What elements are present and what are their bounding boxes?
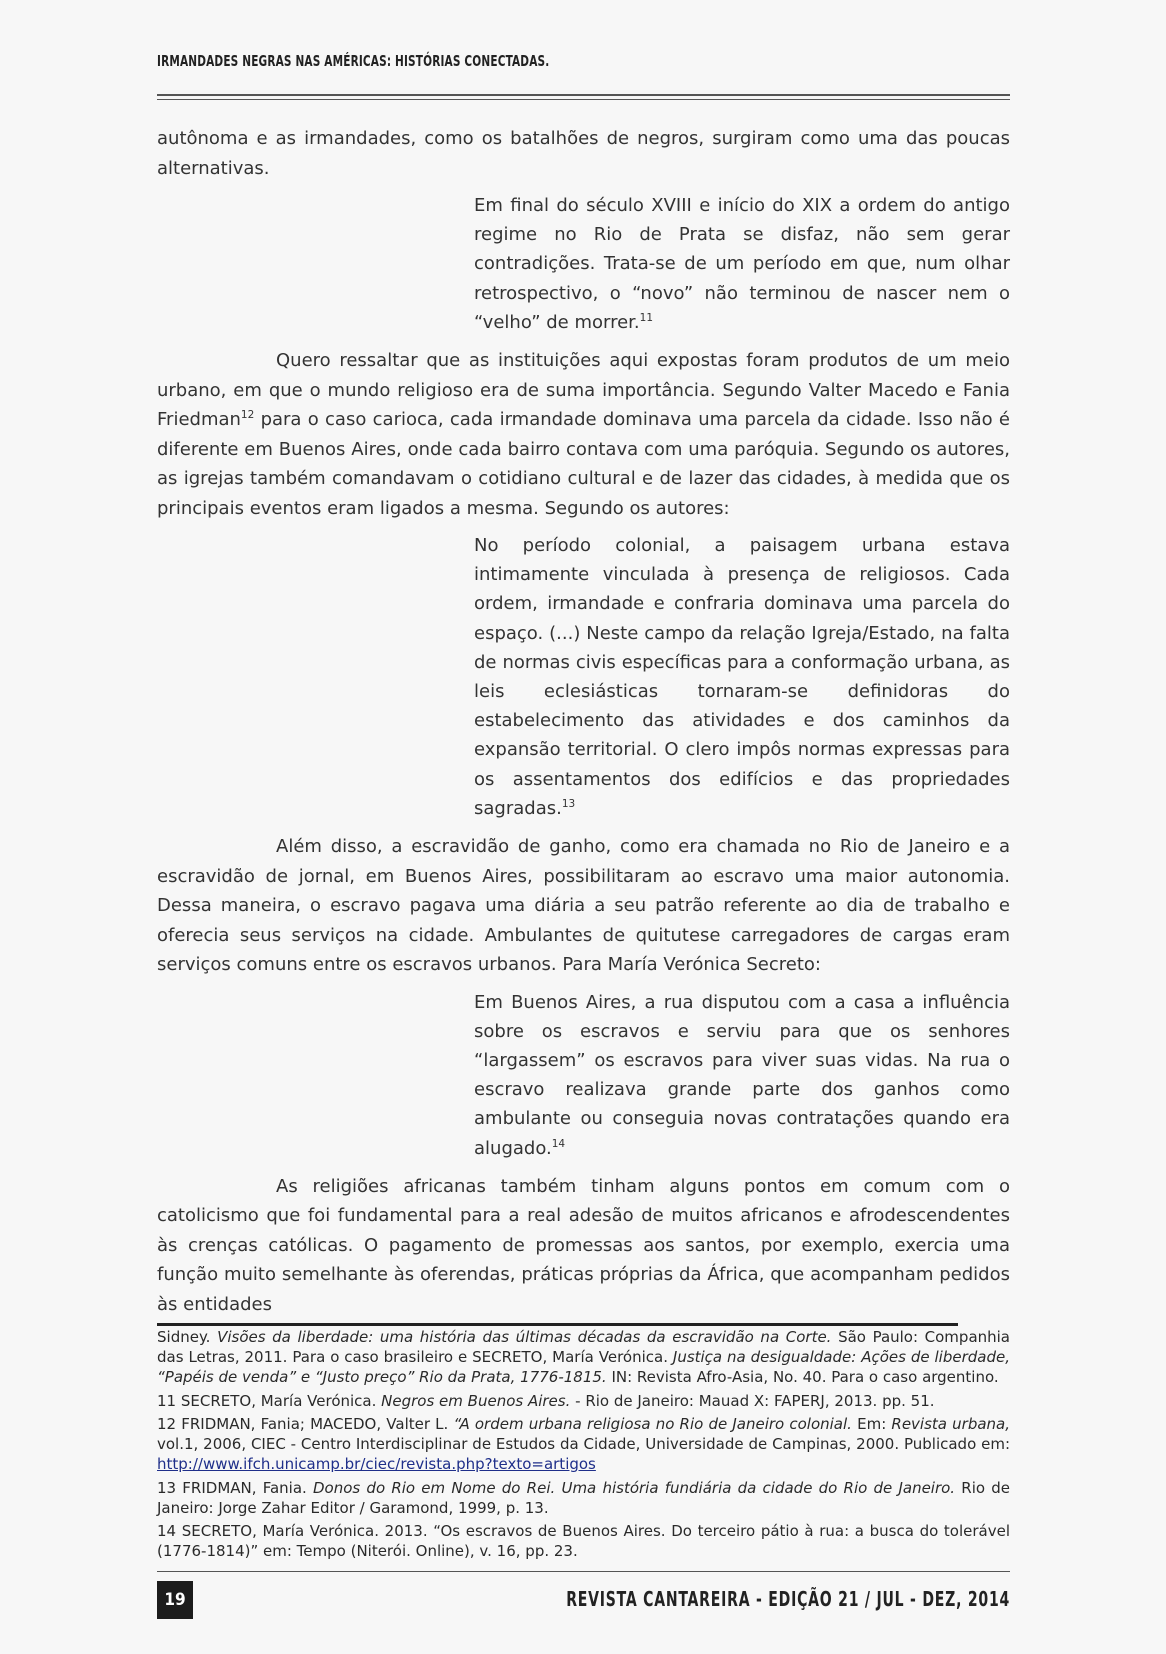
footnote-title: Donos do Rio em Nome do Rei. Uma história fundiária da cidade do Rio de Janeiro.	[313, 1478, 956, 1497]
block-quote	[474, 531, 1010, 823]
footnote-text: - Rio de Janeiro: Mauad X: FAPERJ, 2013. pp. 51.	[570, 1391, 935, 1410]
paragraph: Além disso, a escravidão de ganho, como era chamada no Rio de Janeiro e a escravidão de jornal, em Buenos Aires, possibilitaram ao escravo uma maior autonomia. Dessa maneira, o escravo pagava uma diária a seu patrão referente ao dia de trabalho e oferecia seus serviços na cidade. Ambulantes de quitutese carregadores de cargas eram serviços comuns entre os escravos urbanos. Para María Verónica Secreto:	[157, 836, 1010, 976]
footnote-11	[157, 1391, 1010, 1411]
footnote-title: Justiça na desigualdade: Ações de liberdade, “Papéis de venda” e “Justo preço” Rio da Prata, 1776-1815.	[157, 1348, 1010, 1386]
page-number: 19	[157, 1581, 193, 1619]
footnote-text: 12 FRIDMAN, Fania; MACEDO, Valter L.	[157, 1415, 454, 1433]
footnote-title: Visões da liberdade: uma história das últimas décadas da escravidão na Corte.	[217, 1328, 832, 1346]
footnote-separator	[157, 1323, 958, 1326]
header-rule-thin	[157, 99, 1010, 100]
footnote-link[interactable]: http://www.ifch.unicamp.br/ciec/revista.php?texto=artigos	[157, 1455, 596, 1473]
footnote-text: Rio de Janeiro: Jorge Zahar Editor / Garamond, 1999, p. 13.	[157, 1478, 1010, 1517]
paragraph-text: para o caso carioca, cada irmandade dominava uma parcela da cidade. Isso não é diferente em Buenos Aires, onde cada bairro contava com uma paróquia. Segundo os autores, as igrejas também comandavam o cotidiano cultural e de lazer das cidades, à medida que os principais eventos eram ligados a mesma. Segundo os autores:	[157, 409, 1010, 519]
footnote-text: vol.1, 2006, CIEC - Centro Interdisciplinar de Estudos da Cidade, Universidade de Campinas, 2000. Publicado em:	[157, 1435, 1010, 1453]
running-title: IRMANDADES NEGRAS NAS AMÉRICAS: HISTÓRIAS CONECTADAS.	[157, 52, 550, 70]
footnotes	[157, 1327, 1010, 1565]
main-text	[157, 124, 1010, 1319]
footnote-text: Em:	[851, 1415, 892, 1433]
footer-rule	[157, 1571, 1010, 1572]
footnote-title: Negros em Buenos Aires.	[381, 1391, 571, 1410]
footnote-text: 13 FRIDMAN, Fania.	[157, 1478, 313, 1497]
footnote-13	[157, 1478, 1010, 1518]
quote-text: No período colonial, a paisagem urbana estava intimamente vinculada à presença de religiosos. Cada ordem, irmandade e confraria dominava uma parcela do espaço. (...) Neste campo da relação Igreja/Estado, na falta de normas civis específicas para a conformação urbana, as leis eclesiásticas tornaram-se definidoras do estabelecimento das atividades e dos caminhos da expansão territorial. O clero impôs normas expressas para os assentamentos dos edifícios e das propriedades sagradas.	[474, 535, 1010, 819]
paragraph	[157, 346, 1010, 523]
block-quote	[474, 988, 1010, 1163]
footnote-ref[interactable]: 13	[561, 797, 576, 810]
footnote-text: IN: Revista Afro-Asia, No. 40. Para o caso argentino.	[606, 1368, 999, 1386]
paragraph: As religiões africanas também tinham alguns pontos em comum com o catolicismo que foi fundamental para a real adesão de muitos africanos e afrodescendentes às crenças católicas. O pagamento de promessas aos santos, por exemplo, exercia uma função muito semelhante às oferendas, práticas próprias da África, que acompanham pedidos às entidades	[157, 1175, 1010, 1315]
paragraph-text: Quero ressaltar que as instituições aqui expostas foram produtos de um meio urbano, em que o mundo religioso era de suma importância. Segundo Valter Macedo e Fania Friedman	[157, 350, 1010, 431]
quote-text: Em final do século XVIII e início do XIX a ordem do antigo regime no Rio de Prata se disfaz, não sem gerar contradições. Trata-se de um período em que, num olhar retrospectivo, o “novo” não terminou de nascer nem o “velho” de morrer.	[474, 195, 1010, 333]
block-quote	[474, 191, 1010, 337]
paragraph: autônoma e as irmandades, como os batalhões de negros, surgiram como uma das poucas alternativas.	[157, 128, 1010, 179]
footnote-ref[interactable]: 11	[639, 311, 654, 324]
quote-text: Em Buenos Aires, a rua disputou com a casa a influência sobre os escravos e serviu para que os senhores “largassem” os escravos para viver suas vidas. Na rua o escravo realizava grande parte dos ganhos como ambulante ou conseguia novas contratações quando era alugado.	[474, 991, 1010, 1159]
footnote-title: “A ordem urbana religiosa no Rio de Janeiro colonial.	[453, 1415, 852, 1433]
footnote-14	[157, 1521, 1010, 1561]
footnote-title: Revista urbana,	[891, 1415, 1010, 1433]
footnote-text: 11 SECRETO, María Verónica.	[157, 1391, 382, 1410]
footnote-12	[157, 1414, 1010, 1474]
footnote-text: São Paulo: Companhia das Letras, 2011. Para o caso brasileiro e SECRETO, María Verónica.	[157, 1328, 1011, 1366]
footnote-text: Sidney.	[157, 1328, 218, 1346]
footnote-continued	[157, 1327, 1010, 1387]
footnote-text: 14 SECRETO, María Verónica. 2013. “Os escravos de Buenos Aires. Do terceiro pátio à rua: a busca do tolerável (1776-1814)” em: Tempo (Niterói. Online), v. 16, pp. 23.	[157, 1522, 1010, 1560]
footnote-ref[interactable]: 12	[240, 409, 255, 422]
header-rule	[157, 94, 1010, 96]
journal-title: REVISTA CANTAREIRA - EDIÇÃO 21 / JUL - DEZ, 2014	[566, 1587, 1010, 1611]
footnote-ref[interactable]: 14	[551, 1137, 566, 1150]
